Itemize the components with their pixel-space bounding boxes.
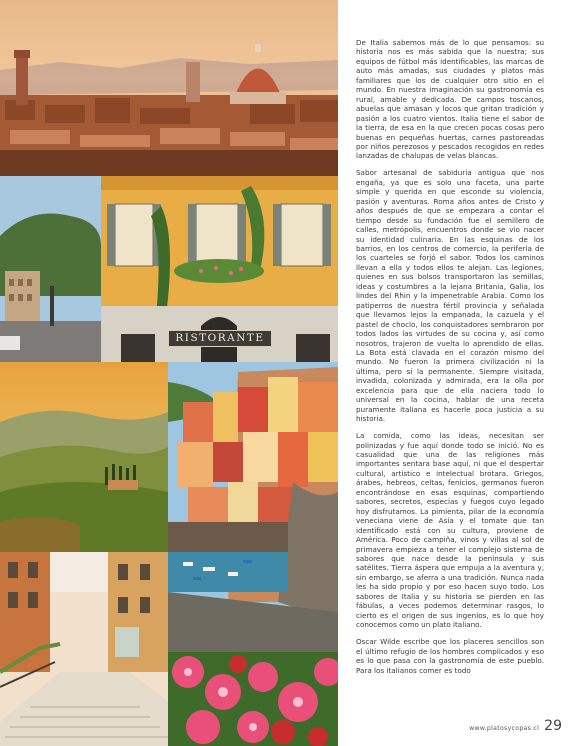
photo-cinque-terre	[168, 362, 338, 652]
tuscany-image	[0, 362, 168, 552]
venice-image	[0, 552, 168, 746]
photo-tuscany-hills	[0, 362, 168, 552]
rome-street-image	[0, 176, 101, 362]
paragraph-1: De Italia sabemos más de lo que pensamos: su historia nos es más sabida que la nuestra; sus equipos de fútbol más identificables, las marcas de auto más amadas, sus ciudades y platos más familiares que los de cualquier otro sitio en el mundo. En nuestra imaginación su gastronomía es rural, amable y dedicada. De campos toscanos, abuelas que amasan y locos que gritan tradición y pasión a los cuatro vientos. Italia tiene el sabor de la tierra, de esa en la que crecen pocas cosas pero buenas en pequeñas huertas, carnes pastoreadas por niños perezosos y pescados recogidos en redes lanzadas de chalupas de velas blancas.	[356, 38, 544, 161]
photo-florence-skyline	[0, 0, 338, 176]
photo-rome-colosseum-street	[0, 176, 101, 362]
florence-skyline-image	[0, 0, 338, 176]
cinque-terre-image	[168, 362, 338, 652]
flowers-image	[168, 652, 338, 746]
page-number: 29	[544, 718, 562, 734]
article-text	[356, 38, 544, 682]
photo-venice-bridge	[0, 552, 168, 746]
ristorante-sign-text: RISTORANTE	[175, 332, 265, 344]
photo-flowers-closeup	[168, 652, 338, 746]
magazine-url: www.platosycopas.cl	[469, 725, 540, 732]
paragraph-4: Oscar Wilde escribe que los placeres sencillos son el último refugio de los hombres complicados y eso es lo que pasa con la gastronomía de este pueblo. Para los italianos comer es todo	[356, 637, 544, 675]
paragraph-3: La comida, como las ideas, necesitan ser polinizadas y fue aquí donde todo se inició. No es casualidad que una de las religiones más importantes sentara base aquí, ni que el despertar cultural, artístico e intelectual brotara. Griegos, árabes, hebreos, celtas, fenicios, germanos fueron encontrándose en esas esquinas, compartiendo sabores, secretos, especias y fuegos cuyo legado hoy disfrutamos. La pimienta, pilar de la economía veneciana viene de Asia y el tomate que tan identificado está con su cultura, proviene de América. Poco de campiña, vinos y villas al sol de primavera empieza a tener el complejo sistema de sabores que nace desde la península y sus satélites. Tierra áspera que empuja a la aventura y, sin embargo, se aferra a una tradición. Nunca nada les ha sido propio y por eso hacen suyo todo. Los sabores de Italia y su historia se pierden en las fábulas, a veces podemos determinar rasgos, lo cierto es el origen de sus ingenios, es lo que hoy conocemos como un plato italiano.	[356, 431, 544, 630]
ristorante-sign	[168, 330, 272, 347]
page-footer	[469, 718, 562, 734]
paragraph-2: Sabor artesanal de sabiduría antigua que nos engaña, ya que es solo una faceta, una parte simple y querida en que esconde su violencia, pasión y aventuras. Roma años antes de Cristo y años después de que se empezara a contar el tiempo desde su fundación fue el semillero de calles, metrópolis, encuentros donde se vio nacer su identidad culinaria. En las esquinas de los barrios, en los centros de comercio, la periferia de los cuarteles se forjó el sabor. Todos los caminos llevan a ella y todos ellos te alejan. Las legiones, quienes en sus bolsos transportaron las semillas, ideas y costumbres a la lejana Britania, Galia, los lindes del Rhin y la impenetrable Arabia. Como los patiperros de nuestra fértil provincia y señalada que llevamos lejos la empanada, la cazuela y el pastel de choclo, los conquistadores sembraron por todos lados las virtudes de su cocina y, así como nosotros, trajeron de vuelta lo aprendido de ellas. La Bota está clavada en el corazón mismo del mundo. No fueron la primera civilización ni la última, pero sí la permanente. Siempre visitada, invadida, colonizada y admirada, era la olla por excelencia para que de ella naciera todo lo universal en la cocina, hablar de una receta puramente italiana es hacerle poca justicia a su historia.	[356, 168, 544, 424]
